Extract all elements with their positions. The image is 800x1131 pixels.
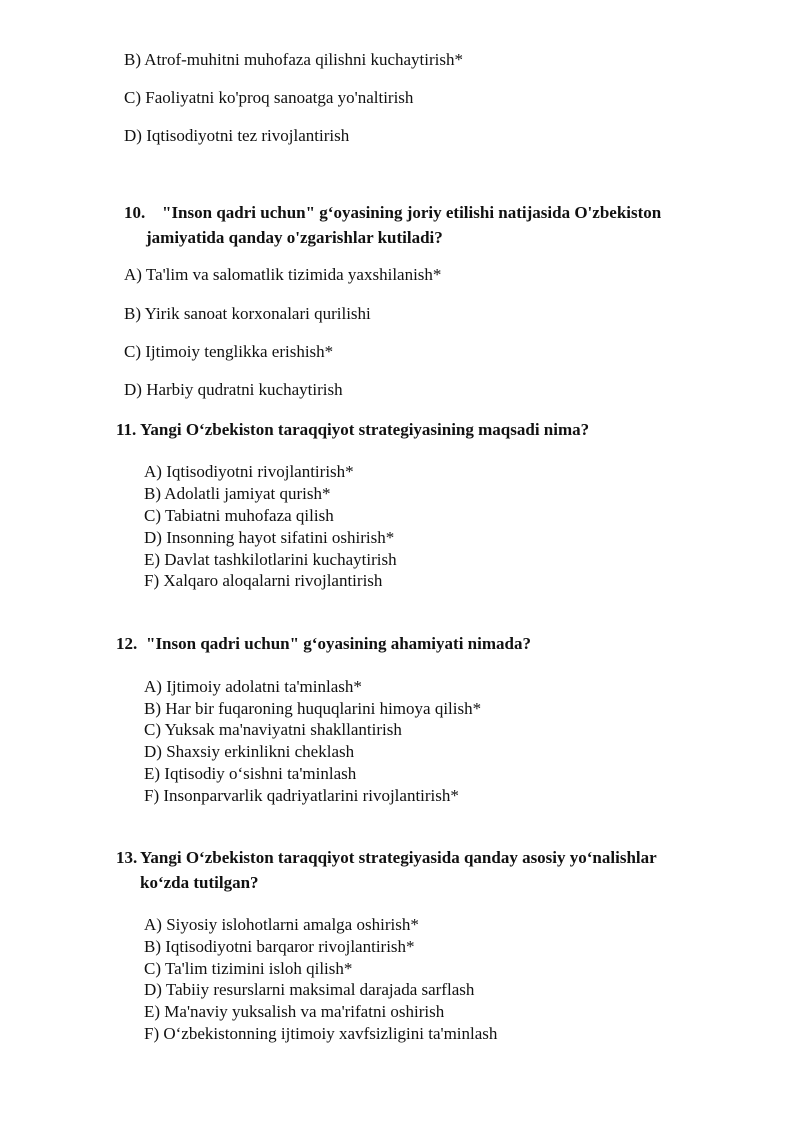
q13-question-line2: ko‘zda tutilgan? (140, 873, 259, 892)
q13-option-d: D) Tabiiy resurslarni maksimal darajada sarflash (144, 980, 475, 999)
q10-number: 10. (124, 203, 146, 222)
q11-option-c: C) Tabiatni muhofaza qilish (144, 506, 334, 525)
q10-question-line2: jamiyatida qanday o'zgarishlar kutiladi? (146, 228, 443, 247)
q12-question: "Inson qadri uchun" g‘oyasining ahamiyati nimada? (146, 634, 531, 653)
q11-question: Yangi O‘zbekiston taraqqiyot strategiyasining maqsadi nima? (140, 420, 590, 439)
q10-option-b: B) Yirik sanoat korxonalari qurilishi (124, 304, 371, 323)
q11-option-f: F) Xalqaro aloqalarni rivojlantirish (144, 571, 383, 590)
q13-option-f: F) O‘zbekistonning ijtimoiy xavfsizligini ta'minlash (144, 1024, 498, 1043)
q13-number: 13. (116, 848, 138, 867)
q11-option-d: D) Insonning hayot sifatini oshirish* (144, 528, 395, 547)
q9-option-c: C) Faoliyatni ko'proq sanoatga yo'naltirish (124, 88, 414, 107)
q12-option-f: F) Insonparvarlik qadriyatlarini rivojlantirish* (144, 786, 459, 805)
q11-option-a: A) Iqtisodiyotni rivojlantirish* (144, 462, 354, 481)
q12-number: 12. (116, 634, 138, 653)
q10-option-d: D) Harbiy qudratni kuchaytirish (124, 380, 343, 399)
q9-option-d: D) Iqtisodiyotni tez rivojlantirish (124, 126, 350, 145)
q10-option-c: C) Ijtimoiy tenglikka erishish* (124, 342, 334, 361)
q12-option-b: B) Har bir fuqaroning huquqlarini himoya qilish* (144, 699, 482, 718)
q12-option-d: D) Shaxsiy erkinlikni cheklash (144, 742, 355, 761)
q13-option-a: A) Siyosiy islohotlarni amalga oshirish* (144, 915, 419, 934)
q10-option-a: A) Ta'lim va salomatlik tizimida yaxshilanish* (124, 265, 442, 284)
q13-question-line1: Yangi O‘zbekiston taraqqiyot strategiyasida qanday asosiy yo‘nalishlar (140, 848, 657, 867)
q11-option-e: E) Davlat tashkilotlarini kuchaytirish (144, 550, 397, 569)
q11-option-b: B) Adolatli jamiyat qurish* (144, 484, 331, 503)
q10-question-line1: "Inson qadri uchun" g‘oyasining joriy etilishi natijasida O'zbekiston (162, 203, 662, 222)
q12-option-e: E) Iqtisodiy o‘sishni ta'minlash (144, 764, 357, 783)
q9-option-b: B) Atrof-muhitni muhofaza qilishni kuchaytirish* (124, 50, 464, 69)
q13-option-b: B) Iqtisodiyotni barqaror rivojlantirish* (144, 937, 415, 956)
q12-option-c: C) Yuksak ma'naviyatni shakllantirish (144, 720, 402, 739)
q12-option-a: A) Ijtimoiy adolatni ta'minlash* (144, 677, 362, 696)
q13-option-e: E) Ma'naviy yuksalish va ma'rifatni oshirish (144, 1002, 445, 1021)
q13-option-c: C) Ta'lim tizimini isloh qilish* (144, 959, 353, 978)
q11-number: 11. (116, 420, 137, 439)
